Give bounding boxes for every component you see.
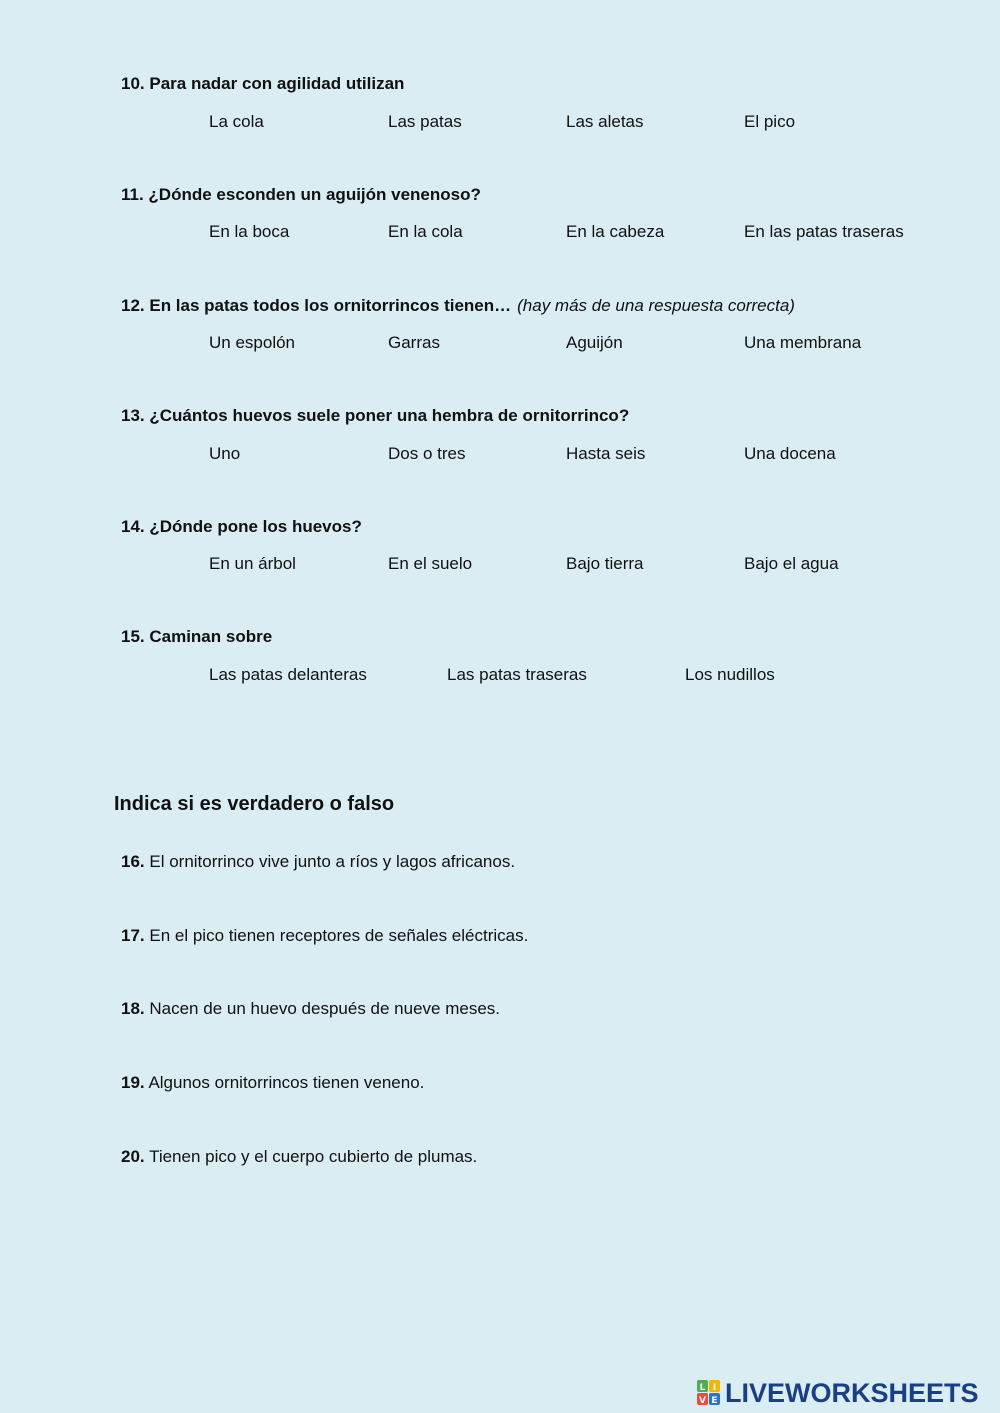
option-q13-a[interactable]: Uno bbox=[209, 444, 241, 463]
tf-number: 19. bbox=[121, 1073, 145, 1092]
option-q10-b[interactable]: Las patas bbox=[388, 112, 462, 131]
option-q12-b[interactable]: Garras bbox=[388, 333, 440, 352]
option-q10-c[interactable]: Las aletas bbox=[566, 112, 644, 131]
liveworksheets-logo bbox=[697, 1378, 979, 1408]
question-14-label: 14. ¿Dónde pone los huevos? bbox=[121, 517, 362, 536]
tf-number: 17. bbox=[121, 926, 145, 945]
tf-item-18[interactable] bbox=[121, 999, 500, 1019]
option-q13-d[interactable]: Una docena bbox=[744, 444, 836, 463]
option-q10-d[interactable]: El pico bbox=[744, 112, 796, 131]
tf-number: 16. bbox=[121, 852, 145, 871]
tf-item-20[interactable] bbox=[121, 1147, 477, 1167]
svg-text:V: V bbox=[699, 1396, 706, 1406]
tf-item-16[interactable] bbox=[121, 852, 515, 872]
option-q13-b[interactable]: Dos o tres bbox=[388, 444, 466, 463]
tf-number: 18. bbox=[121, 999, 145, 1018]
question-12 bbox=[121, 296, 795, 316]
option-q13-c[interactable]: Hasta seis bbox=[566, 444, 646, 463]
option-q11-b[interactable]: En la cola bbox=[388, 222, 463, 241]
option-q10-a[interactable]: La cola bbox=[209, 112, 264, 131]
question-12-label: 12. En las patas todos los ornitorrincos tienen… bbox=[121, 296, 512, 315]
question-10-label: 10. Para nadar con agilidad utilizan bbox=[121, 74, 405, 93]
svg-text:L: L bbox=[699, 1383, 706, 1393]
option-q11-c[interactable]: En la cabeza bbox=[566, 222, 665, 241]
option-q14-b[interactable]: En el suelo bbox=[388, 554, 473, 573]
tf-item-19[interactable] bbox=[121, 1073, 424, 1093]
option-q15-c[interactable]: Los nudillos bbox=[685, 665, 775, 684]
tf-text: Algunos ornitorrincos tienen veneno. bbox=[148, 1073, 425, 1092]
svg-text:I: I bbox=[712, 1383, 717, 1393]
tf-text: Tienen pico y el cuerpo cubierto de plumas. bbox=[149, 1147, 478, 1166]
question-11-label: 11. ¿Dónde esconden un aguijón venenoso? bbox=[121, 185, 481, 204]
tf-text: El ornitorrinco vive junto a ríos y lagos africanos. bbox=[149, 852, 516, 871]
question-13-label: 13. ¿Cuántos huevos suele poner una hembra de ornitorrinco? bbox=[121, 406, 630, 425]
option-q15-b[interactable]: Las patas traseras bbox=[447, 665, 587, 684]
option-q11-d[interactable]: En las patas traseras bbox=[744, 222, 904, 241]
option-q12-c[interactable]: Aguijón bbox=[566, 333, 623, 352]
option-q14-d[interactable]: Bajo el agua bbox=[744, 554, 839, 573]
section-title: Indica si es verdadero o falso bbox=[114, 793, 395, 815]
question-12-hint: (hay más de una respuesta correcta) bbox=[517, 296, 795, 315]
svg-text:E: E bbox=[711, 1396, 718, 1406]
tf-text: En el pico tienen receptores de señales eléctricas. bbox=[149, 926, 529, 945]
option-q14-c[interactable]: Bajo tierra bbox=[566, 554, 644, 573]
logo-text: LIVEWORKSHEETS bbox=[725, 1377, 979, 1408]
liveworksheets-badge-icon bbox=[697, 1380, 721, 1406]
question-15-label: 15. Caminan sobre bbox=[121, 627, 273, 646]
option-q14-a[interactable]: En un árbol bbox=[209, 554, 296, 573]
option-q12-d[interactable]: Una membrana bbox=[744, 333, 862, 352]
tf-item-17[interactable] bbox=[121, 926, 528, 946]
tf-number: 20. bbox=[121, 1147, 145, 1166]
tf-text: Nacen de un huevo después de nueve meses. bbox=[149, 999, 501, 1018]
option-q11-a[interactable]: En la boca bbox=[209, 222, 290, 241]
option-q12-a[interactable]: Un espolón bbox=[209, 333, 296, 352]
option-q15-a[interactable]: Las patas delanteras bbox=[209, 665, 367, 684]
